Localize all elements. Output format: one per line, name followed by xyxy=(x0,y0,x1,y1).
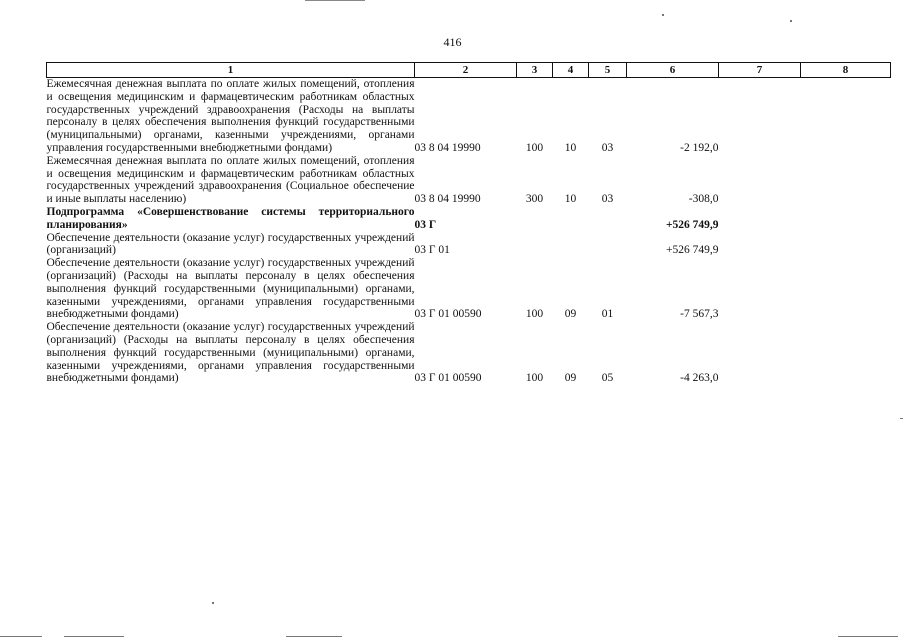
scan-speck xyxy=(662,14,664,16)
row-subsection: 03 xyxy=(601,141,614,154)
row-section: 09 xyxy=(564,372,577,385)
row-classification-code: 03 Г 01 00590 xyxy=(414,308,482,321)
col-6-header: 6 xyxy=(627,63,719,78)
row-expense-type xyxy=(517,206,553,232)
col-2-header: 2 xyxy=(415,63,517,78)
row-subsection: 03 xyxy=(601,193,614,206)
row-col-8 xyxy=(801,321,891,385)
row-classification-code: 03 8 04 19990 xyxy=(414,193,481,206)
scan-speck xyxy=(900,418,903,419)
row-amount: -7 567,3 xyxy=(680,308,719,321)
scan-line xyxy=(64,636,124,637)
row-description: Обеспечение деятельности (оказание услуг) государственных учреждений (организаций) xyxy=(46,231,415,257)
row-section xyxy=(553,232,589,258)
col-3-header: 3 xyxy=(517,63,553,78)
scan-line xyxy=(0,636,42,637)
table-row xyxy=(47,155,891,206)
row-expense-type: 100 xyxy=(525,308,544,321)
row-section: 10 xyxy=(564,193,577,206)
row-classification-code: 03 8 04 19990 xyxy=(414,141,481,154)
row-expense-type: 100 xyxy=(525,141,544,154)
row-subsection xyxy=(589,206,627,232)
row-description: Ежемесячная денежная выплата по оплате жилых помещений, отопления и освещения медицинским и фармацевтическим работникам областных государственных учреждений здравоохранения (Социальное обеспечение и иные выплаты населению) xyxy=(46,154,415,206)
page-number: 416 xyxy=(443,35,462,49)
row-subsection xyxy=(589,232,627,258)
col-5-header: 5 xyxy=(589,63,627,78)
table-row xyxy=(47,78,891,155)
row-description: Подпрограмма «Совершенствование системы территориального планирования» xyxy=(46,205,415,231)
row-classification-code: 03 Г 01 00590 xyxy=(414,372,482,385)
table-row-subprogram xyxy=(47,206,891,232)
row-amount: +526 749,9 xyxy=(666,244,719,257)
row-col-8 xyxy=(801,257,891,321)
row-subsection: 05 xyxy=(601,372,614,385)
scan-line xyxy=(286,636,342,637)
scan-speck xyxy=(212,602,214,604)
row-col-7 xyxy=(719,78,801,155)
scan-line xyxy=(838,636,898,637)
row-col-8 xyxy=(801,232,891,258)
table-row xyxy=(47,232,891,258)
table-row xyxy=(47,257,891,321)
col-4-header: 4 xyxy=(553,63,589,78)
row-col-7 xyxy=(719,206,801,232)
row-col-8 xyxy=(801,78,891,155)
row-classification-code: 03 Г xyxy=(414,218,437,231)
scan-speck xyxy=(790,20,792,22)
col-8-header: 8 xyxy=(801,63,891,78)
column-number-header xyxy=(47,63,891,78)
table-row xyxy=(47,321,891,385)
row-amount: +526 749,9 xyxy=(665,218,719,231)
row-expense-type: 100 xyxy=(525,372,544,385)
row-classification-code: 03 Г 01 xyxy=(414,244,450,257)
row-expense-type xyxy=(517,232,553,258)
row-amount: -4 263,0 xyxy=(680,372,719,385)
row-col-7 xyxy=(719,257,801,321)
row-col-8 xyxy=(801,206,891,232)
budget-table xyxy=(46,62,891,385)
col-1-header: 1 xyxy=(47,63,415,78)
row-col-7 xyxy=(719,155,801,206)
row-col-8 xyxy=(801,155,891,206)
row-description: Обеспечение деятельности (оказание услуг) государственных учреждений (организаций) (Расходы на выплаты персоналу в целях обеспечения выполнения функций государственными (муниципальными) органами, казенными учреждениями, органами управления государственными внебюджетными фондами) xyxy=(46,257,415,321)
row-section: 09 xyxy=(564,308,577,321)
row-subsection: 01 xyxy=(601,308,614,321)
row-amount: -308,0 xyxy=(688,193,719,206)
row-expense-type: 300 xyxy=(525,193,544,206)
row-col-7 xyxy=(719,321,801,385)
top-scan-line xyxy=(305,0,365,1)
row-col-7 xyxy=(719,232,801,258)
row-amount: -2 192,0 xyxy=(680,141,719,154)
row-section xyxy=(553,206,589,232)
row-description: Обеспечение деятельности (оказание услуг) государственных учреждений (организаций) (Расходы на выплаты персоналу в целях обеспечения выполнения функций государственными (муниципальными) органами, казенными учреждениями, органами управления государственными внебюджетными фондами) xyxy=(46,321,415,385)
row-description: Ежемесячная денежная выплата по оплате жилых помещений, отопления и освещения медицинским и фармацевтическим работникам областных государственных учреждений здравоохранения (Расходы на выплаты персоналу в целях обеспечения выполнения функций государственными (муниципальными) органами, казенными учреждениями, органами управления государственными внебюджетными фондами) xyxy=(46,78,415,154)
col-7-header: 7 xyxy=(719,63,801,78)
row-section: 10 xyxy=(564,141,577,154)
